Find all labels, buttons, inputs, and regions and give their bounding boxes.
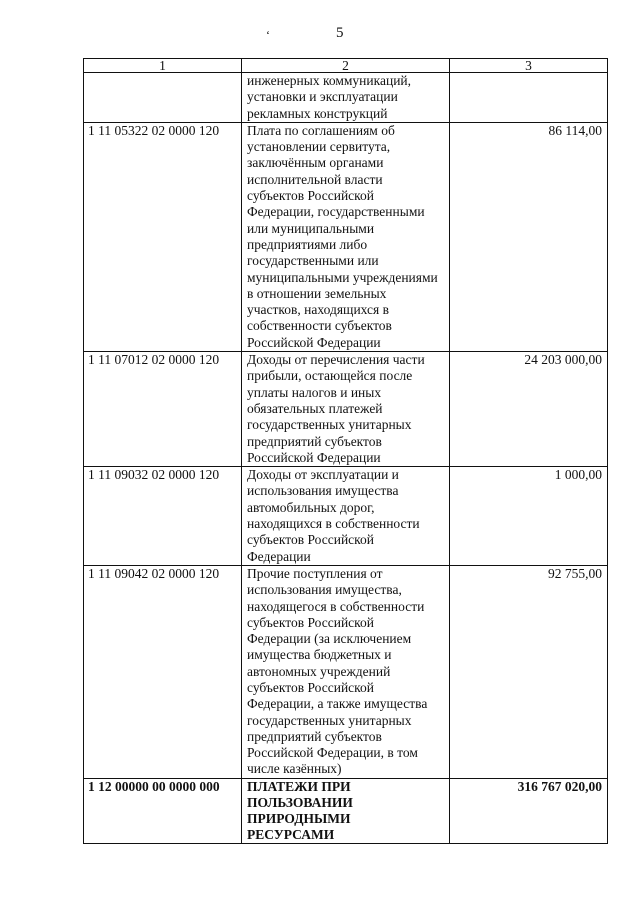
description-line: ПОЛЬЗОВАНИИ: [247, 794, 353, 810]
row-amount: 316 767 020,00: [450, 778, 608, 843]
description-line: государственных унитарных: [247, 712, 412, 728]
description-line: ПРИРОДНЫМИ: [247, 810, 351, 826]
row-amount: [450, 73, 608, 123]
description-line: предприятиями либо: [247, 236, 368, 252]
row-amount: 92 755,00: [450, 565, 608, 778]
description-line: автономных учреждений: [247, 663, 391, 679]
description-line: государственными или: [247, 253, 379, 269]
row-description: [242, 122, 450, 351]
description-line: использования имущества: [247, 483, 399, 499]
description-line: находящегося в собственности: [247, 598, 425, 614]
description-line: установлении сервитута,: [247, 139, 391, 155]
description-line: субъектов Российской: [247, 188, 375, 204]
column-header-amount: 3: [450, 59, 608, 73]
description-line: числе казённых): [247, 761, 342, 777]
description-line: Плата по соглашениям об: [247, 122, 395, 138]
row-code: 1 11 05322 02 0000 120: [84, 122, 242, 351]
description-line: заключённым органами: [247, 155, 384, 171]
description-line: субъектов Российской: [247, 614, 375, 630]
description-line: находящихся в собственности: [247, 516, 420, 532]
revenue-table: [83, 58, 608, 844]
row-description: [242, 565, 450, 778]
description-line: Федерации (за исключением: [247, 631, 412, 647]
description-line: уплаты налогов и иных: [247, 384, 382, 400]
table-row: [84, 778, 608, 843]
description-line: собственности субъектов: [247, 318, 392, 334]
description-line: имущества бюджетных и: [247, 647, 392, 663]
description-line: установки и эксплуатации: [247, 89, 398, 105]
description-line: Российской Федерации: [247, 449, 381, 465]
row-amount: 1 000,00: [450, 467, 608, 566]
description-line: исполнительной власти: [247, 171, 383, 187]
description-line: Федерации, а также имущества: [247, 696, 428, 712]
description-line: рекламных конструкций: [247, 105, 388, 121]
scan-mark: ʻ: [266, 28, 270, 42]
description-line: Доходы от эксплуатации и: [247, 467, 399, 483]
description-line: использования имущества,: [247, 582, 402, 598]
description-line: муниципальными учреждениями: [247, 269, 438, 285]
description-line: государственных унитарных: [247, 417, 412, 433]
row-code: 1 11 09032 02 0000 120: [84, 467, 242, 566]
description-line: предприятий субъектов: [247, 728, 382, 744]
description-line: РЕСУРСАМИ: [247, 826, 335, 842]
row-code: [84, 73, 242, 123]
description-line: субъектов Российской: [247, 679, 375, 695]
table-body: [84, 73, 608, 844]
table-header-row: [84, 59, 608, 73]
row-description: [242, 73, 450, 123]
description-line: обязательных платежей: [247, 400, 383, 416]
table-row: [84, 352, 608, 467]
row-code: 1 11 07012 02 0000 120: [84, 352, 242, 467]
description-line: в отношении земельных: [247, 285, 387, 301]
description-line: или муниципальными: [247, 220, 375, 236]
description-line: автомобильных дорог,: [247, 499, 375, 515]
description-line: субъектов Российской: [247, 532, 375, 548]
row-amount: 86 114,00: [450, 122, 608, 351]
description-line: участков, находящихся в: [247, 302, 389, 318]
table-row: [84, 73, 608, 123]
row-code: 1 12 00000 00 0000 000: [84, 778, 242, 843]
column-header-code: 1: [84, 59, 242, 73]
description-line: Российской Федерации: [247, 334, 381, 350]
row-amount: 24 203 000,00: [450, 352, 608, 467]
description-line: инженерных коммуникаций,: [247, 73, 412, 88]
description-line: Прочие поступления от: [247, 565, 383, 581]
description-line: Российской Федерации, в том: [247, 745, 418, 761]
description-line: предприятий субъектов: [247, 433, 382, 449]
row-description: [242, 778, 450, 843]
description-line: прибыли, остающейся после: [247, 368, 413, 384]
page-number: 5: [336, 25, 344, 41]
description-line: Доходы от перечисления части: [247, 352, 425, 368]
column-header-description: 2: [242, 59, 450, 73]
row-description: [242, 352, 450, 467]
description-line: ПЛАТЕЖИ ПРИ: [247, 778, 351, 794]
table-row: [84, 467, 608, 566]
table-row: [84, 565, 608, 778]
description-line: Федерации, государственными: [247, 204, 425, 220]
description-line: Федерации: [247, 548, 311, 564]
row-description: [242, 467, 450, 566]
row-code: 1 11 09042 02 0000 120: [84, 565, 242, 778]
table-row: [84, 122, 608, 351]
